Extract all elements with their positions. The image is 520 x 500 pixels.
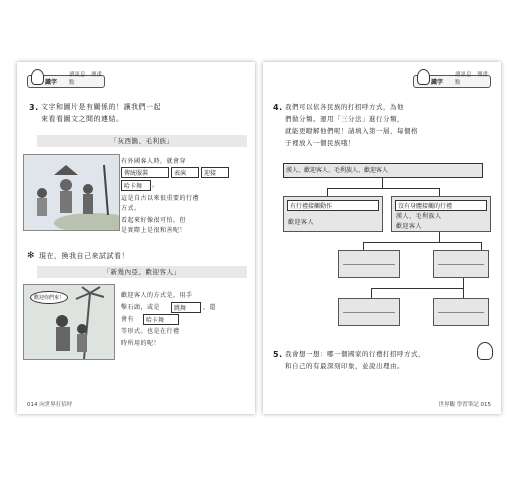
tree-connector (382, 178, 383, 188)
practice-body-line-6: 時所用的呢！ (121, 340, 161, 347)
tree-connector (463, 278, 464, 288)
tree-blank-box[interactable] (338, 298, 400, 326)
practice-body-line-2: 擊石頭，或是 (121, 304, 161, 311)
tree-connector (363, 242, 364, 250)
q3-body-line-3: 這是自古以來很重要的行禮 (121, 195, 200, 202)
page-footer: 世界觀 學習筆記 015 (438, 402, 491, 408)
question-5-number: 5. (273, 350, 283, 359)
practice-answer-box-1: 跳舞 (171, 302, 201, 313)
page-footer: 014 向世界打招呼 (27, 402, 73, 408)
tree-connector (371, 288, 372, 298)
practice-label: 現在，換我自己來試試看！ (39, 252, 129, 260)
q3-answer-box-3: 迎接 (201, 167, 229, 178)
header-tag: 識字 (45, 79, 58, 86)
mid-right-answer: 沒有身體接觸的行禮 (395, 200, 487, 211)
flower-icon: ✻ (27, 251, 35, 261)
mid-left-answer: 有行禮接觸動作 (287, 200, 379, 211)
mid-right-text-2: 歡迎客人 (396, 223, 423, 230)
page-header (413, 68, 491, 88)
mid-right-text-1: 漢人、毛利族人 (396, 213, 442, 220)
tree-connector (327, 188, 328, 196)
speech-bubble: 歡迎你們來！ (30, 291, 68, 304)
mid-left-text: 歡迎客人 (288, 219, 315, 226)
tree-connector (439, 188, 440, 196)
maori-illustration (23, 154, 120, 231)
tree-connector (363, 242, 481, 243)
q4-line-1: 我們可以依各民族的打招呼方式，為他 (285, 103, 404, 111)
tree-connector (439, 232, 440, 242)
new-guinea-illustration (23, 284, 115, 360)
q3-body-line-4: 方式。 (121, 205, 141, 212)
practice-body-line-5: 等形式。也是在行禮 (121, 328, 180, 335)
header-subtitle: 讀訊息．理重點 (69, 72, 103, 86)
practice-quote: 「新幾內亞、歡迎客人」 (37, 266, 247, 278)
practice-body-line-1: 歡迎客人的方式是，用手 (121, 292, 193, 299)
q3-body-period: 。 (152, 182, 159, 189)
header-tag: 識字 (431, 79, 444, 86)
bird-mascot-icon (31, 69, 44, 85)
tree-connector (371, 288, 463, 289)
question-4-number: 4. (273, 103, 283, 112)
bird-mascot-icon (477, 342, 493, 360)
q5-line-2: 和自己的有最深刻印象，並說出理由。 (285, 362, 404, 370)
q4-line-3: 就能更瞭解他們呢！請填入第一層，每個格 (285, 127, 418, 135)
practice-body-line-4: 會有 (121, 316, 135, 323)
q4-line-2: 們做分類。運用「三分法」進行分類， (285, 115, 404, 123)
tree-blank-box[interactable] (433, 250, 489, 278)
q4-line-4: 子裡放入一個民族哦！ (285, 139, 355, 147)
tree-connector (327, 188, 439, 189)
page-header (27, 68, 105, 88)
question-3-number: 3. (29, 103, 39, 112)
q3-line-1: 文字和圖片是有關係的！讓我們一起 (41, 103, 161, 111)
practice-answer-box-2: 哈卡舞 (143, 314, 179, 325)
q3-answer-box-2: 表演 (171, 167, 199, 178)
q3-body-line-6: 是實際上是很和善呢！ (121, 227, 187, 234)
header-subtitle: 讀訊息．理重點 (455, 72, 489, 86)
q3-answer-box-4: 哈卡舞 (121, 180, 151, 191)
q3-line-2: 來看看圖文之間的連結。 (41, 115, 124, 123)
practice-body-line-3: ，還 (203, 304, 217, 311)
tree-connector (481, 242, 482, 250)
right-page (263, 62, 501, 414)
tree-blank-box[interactable] (338, 250, 400, 278)
tree-mid-right-box (391, 196, 491, 232)
tree-blank-box[interactable] (433, 298, 489, 326)
q5-line-1: 我會想一想：哪一個國家的行禮打招呼方式， (285, 350, 425, 358)
bird-mascot-icon (417, 69, 430, 85)
q3-body-line-1: 有外國客人時，就會穿 (121, 158, 187, 165)
tree-root-box: 漢人、歡迎客人、毛利族人、歡迎客人 (283, 163, 483, 178)
q3-quote: 「灰西鵲、毛利族」 (37, 135, 247, 147)
q3-body-line-5: 看起來好像很可怕，但 (121, 217, 187, 224)
tree-mid-left-box (283, 196, 383, 232)
q3-answer-box-1: 傳統服裝 (121, 167, 169, 178)
tree-connector (463, 288, 464, 298)
left-page (17, 62, 255, 414)
